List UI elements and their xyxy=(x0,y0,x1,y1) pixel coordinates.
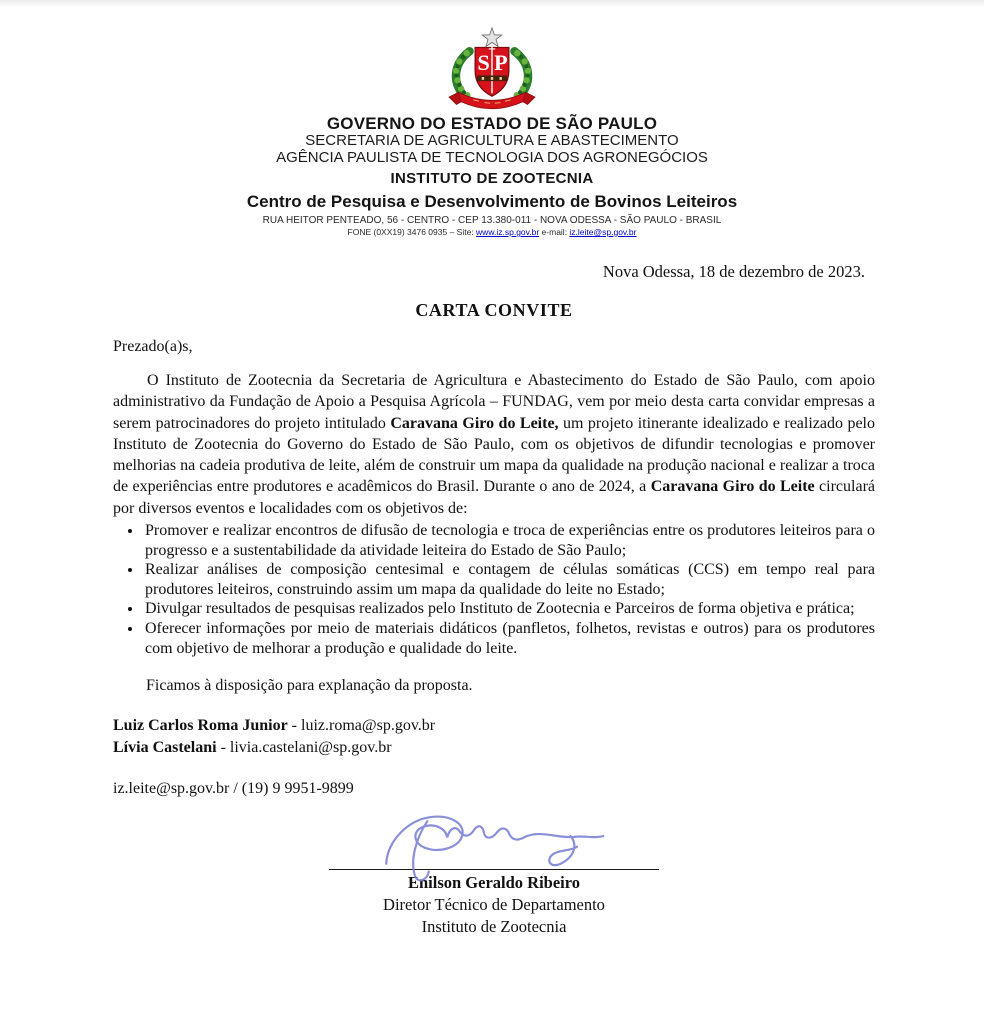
letterhead xyxy=(0,26,984,237)
email-label: e-mail: xyxy=(539,227,570,237)
objective-item: • Oferecer informações por meio de materiais didáticos (panfletos, folhetos, revistas e outros) para os produtores com objetivo de melhorar a produção e qualidade do leite. xyxy=(143,619,875,658)
objective-item: • Realizar análises de composição centesimal e contagem de células somáticas (CCS) em tempo real para produtores leiteiros, construindo assim um mapa da qualidade do leite no Estado; xyxy=(143,560,875,599)
letter-title: CARTA CONVITE xyxy=(415,300,573,320)
letterhead-secretariat: SECRETARIA DE AGRICULTURA E ABASTECIMENTO xyxy=(305,132,679,149)
salutation: Prezado(a)s, xyxy=(113,338,193,355)
signer-name: Enilson Geraldo Ribeiro xyxy=(407,873,581,893)
date-line: Nova Odessa, 18 de dezembro de 2023. xyxy=(602,262,865,281)
letterhead-agency: AGÊNCIA PAULISTA DE TECNOLOGIA DOS AGRONEGÓCIOS xyxy=(276,148,708,166)
letterhead-center: Centro de Pesquisa e Desenvolvimento de Bovinos Leiteiros xyxy=(246,192,738,211)
contact-name: Lívia Castelani xyxy=(113,738,217,756)
project-name-bold-2: Caravana Giro do Leite xyxy=(650,478,815,496)
signature-area xyxy=(329,807,659,938)
site-link[interactable]: www.iz.sp.gov.br xyxy=(476,227,540,237)
signer-role: Diretor Técnico de Departamento xyxy=(383,895,605,915)
intro-paragraph xyxy=(113,370,875,519)
svg-text:P: P xyxy=(494,49,508,75)
sao-paulo-crest-icon xyxy=(433,26,551,112)
contact-row xyxy=(113,715,875,737)
contact-separator: - xyxy=(287,717,301,735)
letterhead-address: RUA HEITOR PENTEADO, 56 - CENTRO - CEP 13.380-011 - NOVA ODESSA - SÃO PAULO - BRASIL xyxy=(262,215,722,226)
signer-org: Instituto de Zootecnia xyxy=(421,917,567,937)
letterhead-phone-line xyxy=(0,227,984,237)
project-name-bold-1: Caravana Giro do Leite, xyxy=(390,414,559,432)
handwritten-signature-icon xyxy=(316,807,672,885)
general-contact-line: iz.leite@sp.gov.br / (19) 9 9951-9899 xyxy=(113,780,354,798)
intro-part-2: um projeto itinerante idealizado e realizado pelo Instituto de Zootecnia do Governo do Estado de São Paulo, com os objetivos de difundir tecnologias e promover melhorias na cadeia produtiva de leite, além de construir um mapa da qualidade na produção nacional e realizar a troca de experiências entre produtores e acadêmicos do Brasil. Durante o ano de 2024, a xyxy=(113,414,876,496)
objective-item: • Divulgar resultados de pesquisas realizados pelo Instituto de Zootecnia e Parceiros de forma objetiva e prática; xyxy=(143,599,875,619)
page-top-edge xyxy=(0,0,984,8)
contact-separator: - xyxy=(216,738,230,756)
intro-part-3: circulará por diversos eventos e localidades com os objetivos de: xyxy=(113,478,875,517)
contacts-block xyxy=(113,715,875,758)
phone-text: FONE (0XX19) 3476 0935 – Site: xyxy=(347,227,477,237)
signature-block xyxy=(113,807,875,938)
contact-email: luiz.roma@sp.gov.br xyxy=(301,717,436,735)
letterhead-government: GOVERNO DO ESTADO DE SÃO PAULO xyxy=(326,114,658,133)
contact-name: Luiz Carlos Roma Junior xyxy=(113,717,288,735)
closing-sentence: Ficamos à disposição para explanação da proposta. xyxy=(146,677,473,695)
objective-item: • Promover e realizar encontros de difusão de tecnologia e troca de experiências entre os produtores leiteiros para o progresso e a sustentabilidade da atividade leiteira do Estado de São Paulo; xyxy=(143,521,875,560)
objectives-list xyxy=(113,521,875,658)
svg-text:S: S xyxy=(477,49,490,75)
letterhead-institute: INSTITUTO DE ZOOTECNIA xyxy=(390,170,594,187)
letter-body xyxy=(0,261,984,938)
contact-row xyxy=(113,737,875,759)
intro-part-1: O Instituto de Zootecnia da Secretaria de Agricultura e Abastecimento do Estado de São Paulo, com apoio administrativo da Fundação de Apoio a Pesquisa Agrícola – FUNDAG, vem por meio desta carta convidar empresas a serem patrocinadores do projeto intitulado xyxy=(113,372,875,432)
contact-email: livia.castelani@sp.gov.br xyxy=(229,738,392,756)
email-link[interactable]: iz.leite@sp.gov.br xyxy=(569,227,637,237)
